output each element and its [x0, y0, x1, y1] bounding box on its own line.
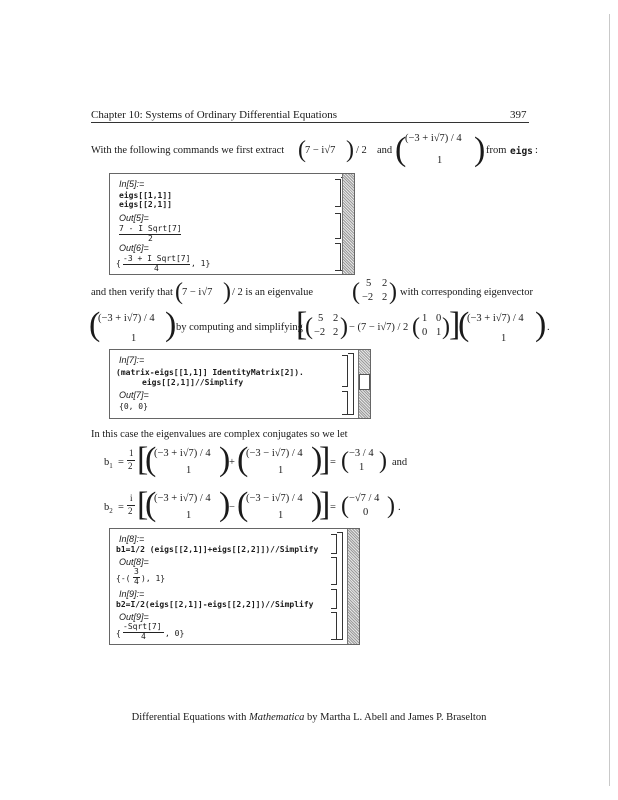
b1-result-open: ( [341, 448, 349, 474]
p3-vec-top: (−3 + i√7) / 4 [98, 313, 155, 324]
b2-label: $b_2$ [104, 502, 113, 516]
p3-m11: 5 [318, 313, 324, 324]
b1-equals: = [118, 457, 124, 468]
notebook-cell-group-2 [109, 349, 371, 419]
p1-code-eigs: eigs [510, 146, 533, 157]
b1-result-top: −3 / 4 [349, 448, 374, 459]
b2-v2-bottom: 1 [278, 510, 284, 521]
b2-v1-open: ( [145, 486, 157, 523]
p1-eigenvalue-tail: / 2 [356, 145, 367, 156]
p1-from: from [486, 145, 507, 156]
b1-bracket-close: ] [319, 441, 331, 478]
p2-matrix-open: ( [352, 279, 360, 305]
b2-equals: = [118, 502, 124, 513]
in8-code[interactable]: b1=1/2 (eigs[[2,1]]+eigs[[2,2]])//Simplify [116, 545, 319, 554]
p2-paren-open: ( [175, 279, 183, 305]
p1-vec-bottom: 1 [437, 155, 443, 166]
b1-label: $b_1$ [104, 457, 113, 471]
out6-label: Out[6]= [119, 243, 149, 253]
p2-m22: 2 [382, 292, 388, 303]
p2-expr-tail: / 2 is an eigenvalue [232, 287, 314, 298]
in5-line1[interactable]: eigs[[1,1]] [119, 191, 172, 200]
p3-vec-close: ) [165, 306, 177, 343]
p1-colon: : [535, 145, 538, 156]
p3-m12: 2 [333, 313, 339, 324]
scrollbar-1[interactable] [342, 174, 354, 274]
p1-and: and [377, 145, 393, 156]
b2-v2-open: ( [237, 486, 249, 523]
in9-label: In[9]:= [119, 589, 145, 599]
b2-op: − [229, 502, 235, 513]
p3-m-close: ) [340, 314, 348, 340]
b1-v2-bottom: 1 [278, 465, 284, 476]
p3-vec2-open: ( [458, 306, 470, 343]
b2-v2-close: ) [311, 486, 323, 523]
in5-line2[interactable]: eigs[[2,1]] [119, 200, 172, 209]
out8-label: Out[8]= [119, 557, 149, 567]
p2-m12: 2 [382, 278, 388, 289]
b2-result-top: −√7 / 4 [349, 493, 380, 504]
footer-pre: Differential Equations with [131, 712, 249, 723]
b1-v2-top: (−3 − i√7) / 4 [246, 448, 303, 459]
b1-result-bottom: 1 [359, 462, 365, 473]
p2-matrix-close: ) [389, 279, 397, 305]
b1-frac-num: 1 [129, 448, 134, 458]
b2-v1-top: (−3 + i√7) / 4 [154, 493, 211, 504]
p2-m11: 5 [366, 278, 372, 289]
b1-tail: and [392, 457, 408, 468]
out5-numerator: 7 - I Sqrt[7] [119, 224, 182, 233]
scrollbar-2-thumb[interactable] [359, 374, 370, 390]
b1-v2-close: ) [311, 441, 323, 478]
p3-i11: 1 [422, 313, 428, 324]
b2-result-close: ) [387, 493, 395, 519]
out9-label: Out[9]= [119, 612, 149, 622]
footer-citation [0, 712, 618, 723]
out6-open: { [116, 259, 121, 268]
p3-minus-expr: − (7 − i√7) / 2 [349, 322, 409, 333]
out5-label: Out[5]= [119, 213, 149, 223]
in8-label: In[8]:= [119, 534, 145, 544]
p4-text: In this case the eigenvalues are complex conjugates so we let [91, 429, 348, 440]
b2-bracket-close: ] [319, 486, 331, 523]
in7-line2[interactable]: eigs[[2,1]]//Simplify [142, 378, 244, 387]
in5-label: In[5]:= [119, 179, 145, 189]
b1-result-close: ) [379, 448, 387, 474]
b2-tail: . [398, 502, 401, 513]
p3-m22: 2 [333, 327, 339, 338]
out5-denominator: 2 [148, 234, 153, 243]
p3-text: by computing and simplifying [176, 322, 303, 333]
p2-text-a: and then verify that [91, 287, 173, 298]
p3-bracket-close: ] [449, 306, 461, 343]
notebook-cell-group-1 [109, 173, 355, 275]
out6-denominator: 4 [154, 264, 159, 273]
b2-v1-bottom: 1 [186, 510, 192, 521]
out6-tail: , 1} [191, 259, 211, 268]
p3-vec2-bottom: 1 [501, 333, 507, 344]
p1-eigenvalue-expr: 7 − i√7 [305, 145, 336, 156]
footer-post: by Martha L. Abell and James P. Braselton [304, 712, 487, 723]
p3-i21: 0 [422, 327, 428, 338]
p3-period: . [547, 322, 550, 333]
p3-i-open: ( [412, 314, 420, 340]
group-bracket-3[interactable] [337, 532, 343, 640]
notebook-cell-group-3 [109, 528, 360, 645]
p3-vec-bottom: 1 [131, 333, 137, 344]
scrollbar-3[interactable] [347, 529, 359, 644]
out9-open: { [116, 629, 121, 638]
b2-equals2: = [330, 502, 336, 513]
chapter-header: Chapter 10: Systems of Ordinary Differential Equations [91, 109, 338, 121]
p1-vec-paren-open: ( [395, 131, 407, 168]
b2-v2-top: (−3 − i√7) / 4 [246, 493, 303, 504]
p3-vec2-close: ) [535, 306, 547, 343]
footer-italic-title: Mathematica [248, 712, 305, 723]
p1-paren-open: ( [298, 137, 306, 163]
b2-frac-den: 2 [128, 506, 133, 516]
out7-value: {0, 0} [119, 402, 148, 411]
out8-tail: ), 1} [141, 574, 166, 583]
b2-result-bottom: 0 [363, 507, 369, 518]
p3-m21: −2 [314, 327, 326, 338]
b2-result-open: ( [341, 493, 349, 519]
b1-v1-open: ( [145, 441, 157, 478]
out7-label: Out[7]= [119, 390, 149, 400]
page-edge-rule [609, 14, 610, 786]
out8-open: {-( [116, 574, 131, 583]
out6-numerator: -3 + I Sqrt[7] [123, 254, 191, 263]
out9-denominator: 4 [141, 632, 146, 641]
group-bracket-2[interactable] [348, 353, 354, 415]
p1-text-a: With the following commands we first extract [91, 145, 285, 156]
in7-label: In[7]:= [119, 355, 145, 365]
p3-i12: 0 [436, 313, 442, 324]
p3-vec2-top: (−3 + i√7) / 4 [467, 313, 524, 324]
p1-vec-top: (−3 + i√7) / 4 [405, 133, 462, 144]
in9-code[interactable]: b2=I/2(eigs[[2,1]]-eigs[[2,2]])//Simplify [116, 600, 314, 609]
p2-expr: 7 − i√7 [182, 287, 213, 298]
header-rule [91, 122, 529, 123]
out8-numerator: 3 [134, 567, 139, 576]
p2-text-b: with corresponding eigenvector [400, 287, 533, 298]
p1-paren-close: ) [346, 137, 354, 163]
p2-m21: −2 [362, 292, 374, 303]
b1-v1-close: ) [219, 441, 231, 478]
b1-v2-open: ( [237, 441, 249, 478]
b1-bracket-open: [ [137, 441, 149, 478]
out9-tail: , 0} [165, 629, 185, 638]
p2-paren-close: ) [223, 279, 231, 305]
b1-op: + [229, 457, 235, 468]
b1-v1-bottom: 1 [186, 465, 192, 476]
b1-equals2: = [330, 457, 336, 468]
p3-i-close: ) [442, 314, 450, 340]
out8-denominator: 4 [134, 577, 139, 586]
p3-i22: 1 [436, 327, 442, 338]
in7-line1[interactable]: (matrix-eigs[[1,1]] IdentityMatrix[2]). [116, 368, 304, 377]
b2-v1-close: ) [219, 486, 231, 523]
p1-vec-paren-close: ) [474, 131, 486, 168]
scrollbar-2[interactable] [358, 350, 370, 418]
p3-vec-open: ( [89, 306, 101, 343]
p3-bracket-open: [ [296, 306, 308, 343]
b1-v1-top: (−3 + i√7) / 4 [154, 448, 211, 459]
b2-frac-num: i [130, 493, 133, 503]
b1-frac-den: 2 [128, 461, 133, 471]
page-number: 397 [510, 109, 527, 121]
out9-numerator: -Sqrt[7] [123, 622, 162, 631]
p3-m-open: ( [305, 314, 313, 340]
b2-bracket-open: [ [137, 486, 149, 523]
